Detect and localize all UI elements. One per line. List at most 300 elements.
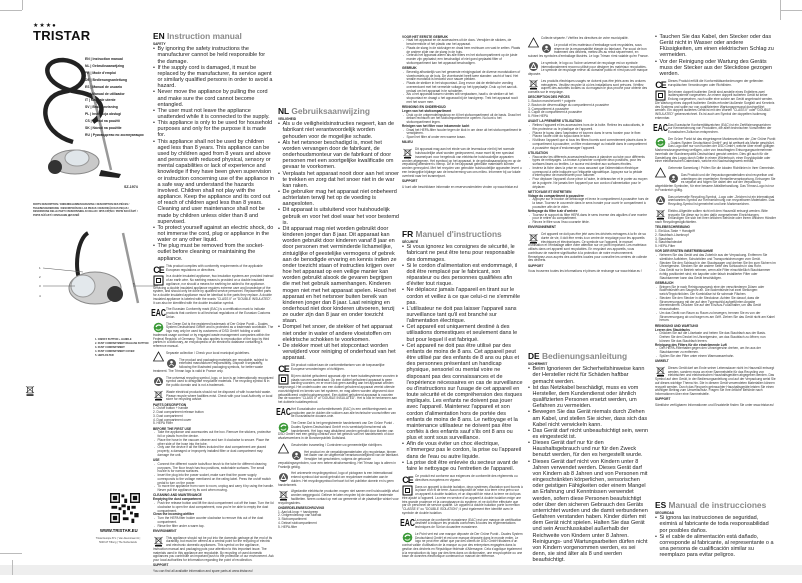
page-bottom-band [0, 565, 802, 575]
list-item: - Placez le tuyau dans l'aspirateur et tournez dans le sens horaire pour le fixer. Placez l'autre côté du tuyau dans le tube. [528, 132, 649, 140]
symbol-notice [655, 174, 776, 193]
instruction-list [528, 214, 649, 225]
list-item: - Take the appliance and accessories out the box. Remove the stickers, protective foil or plastic from the device. [153, 431, 274, 439]
subheading: SAFETY [153, 41, 166, 46]
green-dot-icon [655, 138, 666, 148]
list-item: • Afin de vous éviter un choc électrique, n'immergez pas le cordon, la prise ou l'appareil dans de l'eau ou autre liquide. [402, 441, 523, 459]
list-item: 1. Ein/Aus-Taste + Handgriff [655, 229, 695, 234]
subheading: SICHERHEIT [528, 361, 548, 366]
list-item: - Das Gerät nur in Betrieb nehmen, wenn alle Filter einschließlich Staubkammer richtig positioniert sind; ein kaputter oder falsch installierter Filter oder Staubkammer kann das Gerät beschädigen. [655, 269, 776, 280]
symbol-notice-text: Ce produit est conforme aux exigences de conformité des règlements ou directives européens en vigueur. [415, 474, 518, 482]
list-item: - Insérez la fiche dans la prise en vous assurant que l'alimentation électrique correspond à celle indiquée sur l'étiquette signalétique. Appuyez sur la pédale d'interrupteur de marche/arrêt pour l'allumer. [528, 167, 649, 178]
section-de [528, 351, 649, 563]
safety-instructions [402, 244, 523, 472]
parts-list [153, 407, 274, 426]
ce-mark-icon: CE [278, 364, 289, 375]
list-item: 1. On/off button + handle [153, 406, 189, 411]
subheading: UMWELT [655, 359, 669, 364]
list-item: - Als u het apparaat tussen ruimtes wilt verplaatsen, haalt u de stekker uit het stopcontact en draagt u het apparaat bij de handgreep. Trek het apparaat nooit met het snoer mee. [402, 93, 523, 104]
instruction-list [153, 463, 274, 493]
symbol-notice [528, 233, 649, 263]
symbol-notice [153, 391, 274, 402]
instruction-list [655, 254, 776, 280]
weee-bin-icon [153, 391, 164, 401]
list-item: - Appuyez sur le bouton de déblocage et levez le compartiment à poussière hors de la base. Tournez le couvercle dans le sens horaire pour ouvrir le compartiment à poussière afin de le vider. [528, 198, 649, 209]
instruction-list [402, 129, 523, 140]
symbol-notice-text: Gescheiden inzameling / Controleer uw gemeentelijke richtlijnen. [291, 442, 383, 447]
instruction-list [153, 517, 274, 528]
symbol-notice [402, 148, 523, 178]
list-item: • Als u de veiligheidsinstructies negeert, kan de fabrikant niet verantwoordelijk worden gehouden voor de mogelijke schade. [278, 121, 399, 139]
list-item: • If the supply cord is damaged, it must be replaced by the manufacturer, its service agent or similarly qualified persons in order to avoid a hazard. [153, 65, 274, 90]
subheading: BEFORE THE FIRST USE [153, 426, 192, 431]
language-item: CS | Návod na použití [85, 119, 120, 124]
sub-subheading: Legen van het stofcompartiment [402, 108, 452, 113]
symbol-notice [655, 196, 776, 207]
list-item: 4. Dust compartment cover [153, 417, 192, 422]
symbol-notice [278, 444, 399, 448]
symbol-notice [655, 124, 776, 135]
symbol-notice-text: Dit apparaat mag aan het einde van de levensduur niet bij het normale huishoudelijke afval worden gedeponeerd, maar moet bij een speciaal inzamelpunt voor hergebruik van elektrische huishoudelijke apparaten worden afgegeven. Het symbool op het apparaat, in de gebruiksaanwijzing en op de verpakking attendeert u hierop. De in het apparaat gebruikte materialen kunnen worden gerecycled. Met het recyclen van gebruikte huishoudelijke apparaten levert u een belangrijke bijdrage aan de bescherming van ons milieu. Informeer bij uw lokale overheid naar het inzamelpunt. [402, 147, 522, 178]
sub-subheading: Clean the incoming airfilter [153, 512, 195, 517]
symbol-notice-text: Collecte séparée / Vérifiez les directives de votre municipalité. [541, 36, 629, 40]
section-nl-continued [402, 34, 523, 189]
instruction-list [402, 39, 523, 65]
symbol-notice [278, 472, 399, 487]
subheading: NETTOYAGE ET ENTRETIEN [528, 189, 572, 194]
list-item: - Rinse the filter under a warm tap. [153, 525, 274, 529]
symbol-notice [153, 537, 274, 563]
list-item: 1. Bouton marche/arrêt + poignée [528, 99, 576, 104]
symbol-notice [278, 408, 399, 419]
instruction-list [528, 198, 649, 209]
cover-part-item: 4. DUST COMPARTMENT COVER [95, 350, 135, 353]
list-item: - Plaats de slang in de stofzuiger en draai hem rechtsom om vast te zetten. Plaats de andere zijde van de slang in de buis. [402, 47, 523, 55]
section-en [153, 31, 274, 574]
symbol-notice [528, 80, 649, 95]
subheading: MILIEU [402, 140, 413, 145]
brand-stars: ★★★● [33, 23, 57, 29]
language-item: PL | Instrukcja obsługi [85, 112, 122, 117]
ce-mark-icon: CE [655, 80, 666, 91]
list-item: • Si vous ignorez les consignes de sécurité, le fabricant ne peut être tenu pour responsable des dommages. [402, 244, 523, 262]
list-item: - Bevestig afhankelijk van het gewenste reinigingsdoel de diverse mondstukken of vloerborstels op de buis. De vloerborstel heeft twee standen: zacht of hard. Het smalle mondstuk is bedoeld voor nauwe plekken. [402, 71, 523, 82]
symbol-notice [153, 308, 274, 319]
subheading: REINIGING EN ONDERHOUD [402, 105, 446, 110]
weee-bin-icon [655, 210, 666, 220]
paragraph: You can find all available information and spare parts at www.tristar.eu! [153, 569, 253, 574]
list-item: • Als het netsnoer beschadigd is, moet het worden vervangen door de fabrikant, de onderhoudsmonteur van de fabrikant of door personen met een soortgelijke kwalificatie om gevaar te voorkomen. [278, 140, 399, 171]
section-fr-continued [528, 34, 649, 274]
symbol-notice [402, 486, 523, 516]
language-code: NL [278, 106, 290, 116]
vacuum-parts-diagram [33, 228, 141, 318]
symbol-notice-text: This product complies with conformity requirements of the applicable European regulations or directives. [166, 263, 263, 272]
manual-title: Bedienungsanleitung [541, 351, 628, 361]
manual-title: Instruction manual [166, 31, 242, 41]
cover-part-item: 3. DUST COMPARTMENT [95, 346, 125, 349]
subheading: VOR DER ERSTEN INBETRIEBNAHME [655, 249, 714, 254]
language-item: PT | Manual de utilizador [85, 91, 125, 96]
symbol-notice-text: Dit product voldoet aan de conformiteitseisen van de toepasselijke Europese verordeningen of richtlijnen. [291, 363, 385, 372]
list-item: - Drücken Sie auf die Lösetaste und heben Sie das Staubfach aus der Basis. Drehen Sie den Deckel im Uhrzeigersinn, um das Staubfach zu öffnen; nun können Sie das Staubfach leeren. [655, 332, 776, 343]
symbol-notice [153, 275, 274, 305]
list-item: 3. Staubfach [655, 236, 673, 241]
language-item: IT | Manuale utente [85, 98, 116, 103]
list-item: - Draai het HEPA-filter houder tegen de klok in om deze uit het stofcompartiment te verwijderen. [402, 129, 523, 137]
list-item: 2. Staubfach-Löseknopf [655, 232, 689, 237]
symbol-notice-text: Dans un appareil à double isolation, deux systèmes d'isolation sont fournis à la place d'un fil de terre. Aucun dispositif de mise à la terre n'est prévu sur un appareil à double isolation, et un dispositif de mise à la terre ne doit pas être ajouté à l'appareil. La mise en service d'un appareil à double isolation exige une très grande prudence et la connaissance du système, et ne doit être effectuée que par un personnel de service qualifié. Un appareil à double isolation porte la mention "CLASSE II" ou "DOUBLE ISOLATION"; il peut également être identifié avec le symbole de double isolation. [402, 484, 523, 515]
symbol-notice [402, 519, 523, 530]
double-insulation-icon [655, 91, 666, 101]
list-item: 3. Stofcompartiment [278, 517, 307, 522]
sub-subheading: Leeren des Staubfachs [655, 327, 690, 332]
list-item: • Never move the appliance by pulling the cord and make sure the cord cannot become entangled. [153, 89, 274, 107]
manual-title: Gebruiksaanwijzing [291, 106, 370, 116]
list-item: • Dieses Gerät darf nicht von Kindern unter 8 Jahren verwendet werden. Dieses Gerät darf von Kindern ab 8 Jahren und von Personen mit eingeschränkten körperlichen, sensorischen oder geistigen Fähigkeiten oder einem Mangel an Erfahrung und Kenntnissen verwendet werden, sofern diese Personen beaufsichtigt oder über den sicheren Gebrauch des Geräts unterrichtet wurden und die damit verbundenen Gefahren verstanden haben. Kinder dürfen mit dem Gerät nicht spielen. Halten Sie das Gerät und sein Anschlusskabel außerhalb der Reichweite von Kindern unter 8 Jahren. Reinigungs- und Wartungsarbeiten dürfen nicht von Kindern vorgenommen werden, es sei denn, sie sind älter als 8 und werden beaufsichtigt. [528, 459, 649, 564]
weee-bin-icon [26, 385, 34, 396]
subheading: TEILEBESCHREIBUNG [655, 225, 690, 230]
ce-mark-icon: CE [153, 264, 164, 275]
website-link[interactable]: WWW.TRISTAR.EU [100, 528, 138, 533]
instruction-list [528, 156, 649, 190]
green-dot-icon [402, 533, 413, 543]
list-item: • Dit apparaat mag niet worden gebruikt door kinderen jonger dan 8 jaar. Dit apparaat kan worden gebruikt door kinderen vanaf 8 jaar en door personen met verminderde lichamelijke, zintuiglijke of geestelijke vermogens of gebrek aan de benodigde ervaring en kennis indien ze onder toezicht staan of instructies krijgen over hoe het apparaat op een veilige manier kan worden gebruikt alsook de gevaren begrijpen die met het gebruik samenhangen. Kinderen mogen niet met het apparaat spelen. Houd het apparaat en het netsnoer buiten bereik van kinderen jonger dan 8 jaar. Laat reiniging en onderhoud niet door kinderen uitvoeren, tenzij ze ouder zijn dan 8 jaar en onder toezicht staan. [278, 226, 399, 325]
list-item: - Only use the device if all the filters included the dust compartment are placed properly; a damaged or improperly installed filter or dust compartment may damage the unit. [153, 446, 274, 457]
list-item: - Spoel het filter af onder een warme kraan. [402, 136, 523, 140]
list-item: • Ist das Netzkabel beschädigt, muss es vom Hersteller, dem Kundendienst oder ähnlich qualifizierten Personen ersetzt werden, um Gefahren zu vermeiden. [528, 385, 649, 410]
list-item: • This appliance shall not be used by children aged less than 8 years. This appliance can be used by children aged from 8 years and above and persons with reduced physical, sensory or mental capabilities or lack of experience and knowledge if they have been given supervision or instruction concerning use of the appliance in a safe way and understand the hazards involved. Children shall not play with the appliance. Keep the appliance and its cord out of reach of children aged less than 8 years. Cleaning and user maintenance shall not be made by children unless older than 8 and supervised. [153, 139, 274, 225]
double-insulation-icon [278, 375, 289, 385]
list-item: - Druk op de ontgrendelingsknop en til het stofcompartiment uit de basis. Draai het deksel rechtsom om het stofcompartiment te openen. Nu kunt u het stofcompartiment legen. [402, 114, 523, 125]
manual-title: Manual de instrucciones [668, 500, 767, 510]
list-item: 2. Dust compartment release button [153, 410, 204, 415]
subheading: AVANT LA PREMIÈRE UTILISATION [528, 119, 582, 124]
crop-mark [0, 553, 22, 554]
section-title [528, 351, 649, 361]
list-item: • Si ignora las instrucciones de seguridad, eximirá al fabricante de toda responsabilidad por posibles daños. [655, 515, 776, 533]
list-item: 4. Deksel stofcompartiment [278, 520, 317, 525]
list-item: 2. Ontgrendelknop van stofvak [278, 513, 322, 518]
language-item: ES | Manual de usuario [85, 84, 123, 89]
instruction-list [655, 332, 776, 343]
safety-instructions [528, 366, 649, 563]
list-item: 1. Aan/uit-knop + handgreep [278, 509, 319, 514]
list-item: - Plaats de stekker in het stopcontact. Zorg ervoor dat de elektrische voeding overeenkomt met het vermelde voltage op het typeplaatje. Druk op het aan/uit-pedaal om het apparaat in te schakelen. [402, 82, 523, 93]
callout-3: 3 [39, 284, 41, 288]
symbol-notice-text: Le produit et les matériaux d'emballage sont recyclables, sous réserve de la responsabilité élargie du fabricant. Par souci de bon traitement des déchets, mettez-les au rebut séparément, en suivant les symboles d'emballage illustrés. Le logo Triman n'est valable qu'en France. [528, 42, 649, 58]
parts-list [655, 230, 776, 249]
list-item: • Dieses Gerät darf nur für den Haushaltsgebrauch und nur für den Zweck benutzt werden, für den es hergestellt wurde. [528, 440, 649, 458]
list-item: - Haal het apparaat en de accessoires uit de doos. Verwijder de stickers, de beschermfolie of het plastic van het apparaat. [402, 39, 523, 47]
triman-icon [291, 451, 302, 461]
section-es [655, 500, 776, 558]
symbol-notice [153, 359, 274, 374]
list-item: • To protect yourself against an electric shock, do not immerse the cord, plug or appliance in the water or any other liquid. [153, 225, 274, 243]
symbol-notice [153, 352, 274, 356]
eac-mark-icon: EAC [151, 307, 166, 319]
subheading: CLEANING AND MAINTENANCE [153, 493, 202, 498]
list-item: • Das Gerät darf nicht unbeaufsichtigt sein, wenn es eingesteckt ist. [528, 428, 649, 440]
callout-4: 4 [39, 294, 41, 298]
symbol-notice-text: Cet appareil ne doit pas être jeté avec les déchets ménagers à la fin de sa durée de vie, il doit être remis à un centre de recyclage pour les appareils électriques et électroniques. Ce symbole sur l'appareil, le manuel d'utilisation et l'emballage attire votre attention sur ce point important. Les matériaux utilisés dans cet appareil sont recyclables. En recyclant vos appareils, vous contribuez de manière significative à la protection de notre environnement. Renseignez-vous auprès des autorités locales pour connaître les centres de collecte des déchets. [528, 232, 648, 263]
symbol-notice-text: Het universele recyclingsymbool, logo of pictogram is een internationaal erkend symbool dat wordt gebruikt om recyclebare materialen aan te duiden. Het recyclingsymbool behoort tot het publieke domein en is geen handelsmerk. [278, 471, 394, 487]
crop-mark [12, 560, 13, 575]
subheading: DESCRIPTION DES PIÈCES [528, 95, 570, 100]
symbol-notice-text: Les produits électriques usagés ne doivent pas être jetés avec les ordures ménagères. Veuillez recycler là où les installations sont prévues. Vérifiez auprès des autorités locales ou du magasin le plus proche pour obtenir des conseils sur le recyclage. [528, 78, 648, 94]
paragraph: Vous trouverez toutes les informations et pièces de rechange sur www.tristar.eu ! [528, 269, 643, 274]
section-title [402, 229, 523, 239]
list-item: 3. Compartiment à poussière [528, 106, 569, 111]
cover-part-item: 2. DUST COMPARTMENT RELEASE BUTTON [95, 342, 149, 345]
symbol-notice-text: Dieses Gerät darf am Ende seiner Lebensdauer nicht im Hausmüll entsorgt werden, sondern muss an einer Sammelstelle für das Recycling von elektrischen und elektronischen Haushaltsgeräten abgegeben werden. Das Symbol auf dem Gerät, in der Bedienungsanleitung und auf der Verpackung weist Sie auf dieses wichtige Thema hin. Die in diesem Gerät verwendeten Materialien können recycelt werden. Durch das Recyceln gebrauchter Haushaltsgeräte leisten Sie einen wichtigen Beitrag zum Umweltschutz. Fragen Sie Ihre örtliche Behörde nach Informationen über eine Sammelstelle. [655, 365, 776, 397]
symbol-notice-text: Der Grüne Punkt ist das eingetragene Markenzeichen der „Der Grüne Punkt – Duales System Deutschland GmbH“ und ist weltweit als Marke geschützt. Das Logo darf nur von Kunden der DSD GmbH, welche über einen gültigen Markennutzungsvertrag verfügen, oder von beauftragten Entsorgungsunternehmen innerhalb der Bundesrepublik Deutschland genutzt werden. Dies gilt auch für die Darstellung des Logos durch Dritte in einem Wörterbuch, einer Enzyklopädie oder einer elektronischen Datenbank, welche ein Nachschlagewerk enthält. [655, 136, 776, 164]
symbol-notice-text: Le Point vert est une marque déposée de Der Grüne Punkt - Duales System Deutschland GmbH et est une marque déposée dans le monde entier. Le logo ne peut être utilisé que par des clients de DSD GmbH titulaires d'un contrat valide d'utilisation de la marque ou par des entreprises engagées dans la gestion des déchets en République fédérale d'Allemagne. Cela s'applique également à la reproduction du logo par des tiers dans un dictionnaire, une encyclopédie ou une base de données électronique contenant un manuel de référence. [402, 531, 523, 559]
sub-subheading: Vidage du compartiment à poussière [528, 193, 584, 198]
list-item: • Ne déplacez jamais l'appareil en tirant sur le cordon et veillez à ce que celui-ci ne s'emmêle pas. [402, 287, 523, 305]
list-item: - Push the release button and lift the dust compartment out off the base. Turn the lid clockwise to open the dust compartment, now you're be able to empty the dust compartment. [153, 502, 274, 513]
symbol-notice [528, 62, 649, 77]
section-nl [278, 106, 399, 529]
subheading: GEBRAUCH [655, 280, 674, 285]
list-item: - Bringen Sie je nach Reinigungszweck eine der verschiedenen Düsen oder Bodenbürsten am Saugrohr an. Die Bodenbürste hat zwei Stellungen: weich/Teppichböden. Die Kombidüse ist für schmale Flächen. [655, 286, 776, 297]
list-item: • By ignoring the safety instructions the manufacturer cannot be held responsible for the damage. [153, 46, 274, 64]
symbol-notice [153, 323, 274, 349]
brand-logo: TRISTAR [33, 28, 91, 43]
symbol-notice [278, 422, 399, 441]
symbol-notice-text: Separate collection / Check your local municipal guidelines. [166, 350, 250, 355]
list-item: - Stecken Sie den Schlauch in den Staubsauger und drehen Sie ihn zum Sichern im Uhrzeigersinn. Stecken Sie die andere Seite des Schlauchs in das Rohr. [655, 262, 776, 270]
section-de-continued [655, 34, 776, 408]
list-item: 5. HEPA-Filter [655, 244, 676, 249]
list-item: • Si le cordon d'alimentation est endommagé, il doit être remplacé par le fabricant, son réparateur ou des personnes qualifiées afin d'éviter tout risque. [402, 263, 523, 288]
symbol-notice-text: The Eurasian Conformity mark (EAC) is a certification mark to indicate products that conform to all technical regulations of the Eurasian Customs Union. [166, 307, 271, 319]
subheading: ENVIRONNEMENT [528, 225, 556, 230]
triman-icon [668, 174, 679, 184]
subheading: GEBRUIK [402, 66, 417, 71]
recycle-symbol-icon [153, 377, 164, 387]
callout-2: 2 [39, 275, 41, 279]
list-item: - Rincez le filtre sous l'eau courante tiède. [528, 221, 649, 225]
list-item: • Si el cable de alimentación está dañado, corresponde al fabricante, al representante o a una persona de cualificación similar su reemplazo para evitar peligros. [655, 534, 776, 559]
symbol-notice-text: Het product en de verpakkingsmaterialen zijn recyclebaar, binnen het kader van de uitgebreide verantwoordelijkheid van de fabrikant. Verwijder het gescheiden, volgens de getoonde verpakkingssymbolen, voor een betere afvalverwerking. Het Triman logo is alleen in Frankrijk geldig. [278, 449, 399, 469]
recycle-symbol-icon [528, 62, 539, 72]
cover-parts-list [95, 338, 149, 358]
symbol-notice [153, 377, 274, 388]
safety-instructions [655, 515, 776, 558]
weee-bin-icon [278, 490, 289, 500]
subheading: SÉCURITÉ [402, 239, 419, 244]
sub-subheading: Reinigung des Filters für die einströmende Luft [655, 342, 727, 347]
list-item: • Cet appareil ne doit pas être utilisé par des enfants de moins de 8 ans. Cet appareil peut être utilisé par des enfants de 8 ans ou plus et des personnes présentant un handicap physique, sensoriel ou mental voire ne disposant pas des connaissances et de l'expérience nécessaires en cas de surveillance ou d'instructions sur l'usage de cet appareil en toute sécurité et de compréhension des risques impliqués. Les enfants ne doivent pas jouer avec l'appareil. Maintenez l'appareil et son cordon d'alimentation hors de portée des enfants de moins de 8 ans. Le nettoyage et la maintenance utilisateur ne doivent pas être confiés à des enfants sauf s'ils ont 8 ans ou plus et sont sous surveillance. [402, 343, 523, 442]
list-item: • The plug must be removed from the socket-outlet before cleaning or maintaining the appliance. [153, 243, 274, 261]
list-item: 5. HEPA Filter [153, 421, 173, 426]
subheading: PARTS DESCRIPTION [153, 402, 187, 407]
cover-part-item: 1. ON/OFF BUTTON + HANDLE [95, 338, 132, 341]
instruction-list [655, 286, 776, 324]
symbol-notice-text: Waste electrical products should not be disposed of with household waste. Please recycle where facilities exist. Check with your local Authority or local store for recycling advice. [166, 389, 273, 402]
symbol-notice [655, 79, 776, 91]
symbol-notice-text: The Green Dot is het geregistreerde handelsmerk van Der Grüne Punkt - Duales System Deutschland GmbH en is wereldwijd beschermd als handelsmerk. Het logo mag uitsluitend worden gebruikt door klanten van DSD GmbH met een geldig contract voor het gebruik van het handelsmerk of door afvalverwerkers in de Bondsrepubliek Duitsland. [278, 421, 394, 441]
symbol-notice [655, 210, 776, 225]
subheading: SEGURIDAD [655, 510, 675, 515]
subheading: ONDERDELENBESCHRIJVING [278, 505, 325, 510]
list-item: - To move the appliance from room to room, unplug and carry it by using the handle. Never pull the appliance by its cord when moving. [153, 485, 274, 493]
instruction-list [528, 124, 649, 150]
recycling-triangle-icon [528, 37, 539, 47]
language-code: ES [655, 500, 667, 510]
instruction-list [402, 71, 523, 105]
qr-code[interactable] [110, 493, 140, 523]
crop-mark [780, 10, 802, 11]
language-item: NL | Gebruiksaanwijzing [85, 63, 125, 68]
symbol-notice-text: Das universelle Recycling-Symbol, -Logo oder -Zeichen ist ein international anerkanntes Symbol zur Kennzeichnung von recycelbaren Materialien. Das Recycling-Symbol ist gemeinfrei und kein Markenzeichen. [668, 194, 775, 207]
list-item: 4. Capot de compartiment à poussière [528, 110, 583, 115]
safety-instructions [655, 34, 776, 77]
symbol-notice-text: The product and packaging materials are recyclable, subject to extended manufacturer responsibility. Dispose it separately, following the illustrated packaging symbols, for better waste treatment. The Triman logo is valid in France only. [153, 357, 268, 373]
symbol-notice-text: Das Eurasische Konformitätszeichen (EAC) ist ein Zertifizierungszeichen zur Kennzeichnung von Produkten, die allen technischen Vorschriften der Eurasischen Zollunion entsprechen. [668, 122, 772, 135]
callout-1: 1 [39, 266, 41, 270]
symbol-notice [278, 363, 399, 375]
list-item: • De stekker moet uit het stopcontact worden verwijderd voor reiniging of onderhoud van het apparaat. [278, 343, 399, 361]
language-code: EN [153, 31, 165, 41]
paragraph: U kunt alle beschikbare informatie en reserveonderdelen vinden op www.tristar.eu! [402, 184, 519, 189]
symbol-notice [655, 91, 776, 121]
symbol-notice-text: Elektro-Altgeräte sollten nicht mit dem Hausmüll entsorgt werden. Bitte recyceln Sie diese nur in den dafür vorgesehenen Einrichtungen. Erkundigen Sie sich bei Ihrer örtlichen Behörde oder Ihrem örtlichen Händler nach Recyclingmöglichkeiten. [655, 208, 776, 225]
recycle-symbol-icon [278, 472, 289, 482]
list-item: • De gebruiker mag het apparaat niet onbeheerd achterlaten terwijl het op de voeding is aangesloten. [278, 189, 399, 207]
list-item: 5. HEPA-filter [278, 524, 298, 529]
parts-list [528, 100, 649, 119]
list-item: 4. Staubfachdeckel [655, 240, 683, 245]
language-code: FR [402, 229, 414, 239]
list-item: - Nehmen Sie das Gerät und das Zubehör aus der Verpackung. Entfernen Sie sämtliche Aufkleber, Schutzfolien und Transportsicherungen vom Gerät. [655, 254, 776, 262]
parts-description-header: PARTS DESCRIPTION / ONDERDELENBESCHRIJVING / DESCRIPTION DES PIÈCES / TEILEBESCHREIBUNG / DESCRIPCIÓN DE LAS PIEZAS / DESCRIÇÃO DAS PEÇAS / DESCRIZIONE DELLE PARTI / BESKRIVNING AV DELAR / OPIS CZĘŚCI / POPIS SOUČÁSTÍ / POPIS SÚČASTÍ / ОПИСАНИЕ ДЕТАЛЕЙ [33, 203, 138, 217]
green-dot-icon [153, 323, 164, 333]
list-item: • L'utilisateur ne doit pas laisser l'appareil sans surveillance tant qu'il est branché sur l'alimentation électrique. [402, 306, 523, 324]
language-item: DE | Bedienungsanleitung [85, 77, 128, 82]
subheading: REINIGUNG UND WARTUNG [655, 323, 699, 328]
cover-part-item: 5. HEPA FILTER [95, 354, 114, 357]
language-list [85, 56, 144, 139]
sub-subheading: Reinigen van het filter voor inkomende lucht [402, 123, 470, 128]
list-item: • Dompel het snoer, de stekker of het apparaat niet onder in water of andere vloeistoffen om elektrische schokken te voorkomen. [278, 324, 399, 342]
eac-mark-icon: EAC [653, 123, 668, 135]
list-item: - Spülen Sie den Filter unter einem Warmwasserhahn. [655, 355, 776, 359]
double-insulation-icon [153, 275, 164, 285]
weee-bin-icon [655, 367, 666, 377]
recycling-triangle-icon [278, 444, 289, 454]
list-item: 3. Dust compartment [153, 413, 183, 418]
symbol-notice [528, 44, 649, 59]
symbol-notice-text: Afgedankte elektrische producten mogen niet samen met huishoudelijk afval worden weggegooid. Gelieve te laten recyclen bij de daarvoor bestemde faciliteiten. Neem contact op met uw gemeente of de plaatselijke winkel voor recyclingadvies. [278, 489, 399, 505]
instruction-list [153, 502, 274, 513]
safety-instructions [153, 46, 274, 261]
symbol-notice [278, 490, 399, 505]
list-item: - Den HEPA-Filterhalter gegen den Uhrzeigersinn drehen, um ihn aus der Staubkammer zu entfernen. [655, 347, 776, 355]
list-item: - Place the hose in the vacuum cleaner and turn it clockwise to secure. Place the other side of the hose into the tube. [153, 439, 274, 447]
recycle-symbol-icon [655, 196, 666, 206]
list-item: - Pour déplacer l'appareil d'une pièce à l'autre, le débrancher et le porter au moyen de la poignée. Ne jamais tirer l'appareil par son cordon d'alimentation pour le déplacer. [528, 178, 649, 189]
symbol-notice [278, 375, 399, 405]
subheading: USE [153, 458, 160, 463]
symbol-notice-text: Le symbole, le logo ou l'icône universel de recyclage est un symbole internationalement reconnu utilisé pour désigner les matériaux recyclables. Le symbole de recyclage relève du domaine public et n'est pas une marque déposée. [528, 60, 648, 76]
subheading: VOOR HET EERSTE GEBRUIK [402, 34, 448, 39]
list-item: • The user must not leave the appliance unattended while it is connected to the supply. [153, 108, 274, 120]
language-item: RU | Руководство по эксплуатации [85, 132, 144, 137]
section-title [153, 31, 274, 41]
subheading: VEILIGHEID [278, 116, 297, 121]
list-item: - Connect the different nozzle tools/floor brush to the tube for different cleaning purposes. The floor brush has two positions, switchable surfaces. The small nozzle is for narrow surfaces. [153, 463, 274, 474]
symbol-notice [655, 138, 776, 164]
list-item: - Tournez le support du filtre HEPA dans le sens inverse des aiguilles d'une montre pour le retirer du compartiment. [528, 214, 649, 222]
crop-mark [0, 10, 22, 11]
weee-bin-icon [528, 233, 539, 243]
list-item: - Turn the HEPA filter holder counter clockwise to remove this out of the dust compartment. [153, 517, 274, 525]
symbol-notice-text: Dieses Produkt erfüllt die Konformitätsanforderungen der geltenden europäischen Verordnungen oder Richtlinien. [668, 79, 764, 87]
instruction-list [655, 347, 776, 358]
symbol-notice-text: Bij een dubbel geïsoleerd apparaat zijn er twee isolatiesystemen voorzien in plaats van een aardedraad. Op een dubbel geïsoleerd apparaat is geen aarding voorzien, en er moet ook geen aarding aan het apparaat worden toegevoegd. Het onderhouden van een dubbel geïsoleerd apparaat vereist uiterste voorzichtigheid en kennis van het systeem, en mag alleen worden uitgevoerd door gekwalificeerd onderhoudspersoneel. Een dubbel geïsoleerd apparaat is voorzien van de woorden "CLASS II" of "DOUBLE INSULATED". Het is ook te herkennen aan het dubbele isolatiesymbool. [278, 373, 399, 405]
symbol-notice [528, 37, 649, 41]
symbol-notice-text: Getrennte Sammlung / Prüfen Sie die lokalen Richtlinien in Ihrer Gemeinde. [668, 166, 775, 171]
company-address: Tristar Europe B.V. | Van Akenstraat 41 | 5048 AT Tilburg | The Netherlands [95, 537, 141, 544]
symbol-notice [153, 265, 274, 273]
symbol-notice [402, 533, 523, 559]
subheading: SUPPORT [655, 397, 671, 402]
symbol-notice-text: This appliance should not be put into the domestic garbage at the end of its durability, but must be offered at a central point for the recycling of electric and electronic domestic appliances. This symbol on the appliance, instruction manual and packaging puts your attention to this important issue. The materials used in this appliance are recyclable. By recycling of used domestic appliances you contribute an important push to the protection of our environment. Ask your local authorities for information regarding the point of recollection. [153, 535, 274, 563]
subheading: ENVIRONMENT [153, 528, 177, 533]
list-item: - Retirez l'appareil et les accessoires hors de la boîte. Retirez les autocollants, le film protecteur ou le plastique de l'appareil. [528, 124, 649, 132]
parts-list [278, 511, 399, 530]
weee-bin-icon [528, 80, 539, 90]
list-item: - Raccordez les différents accessoires/brosses à plancher au tube pour différents types de nettoyages. La brosse à plancher comporte deux positions, pour les surfaces lisses ou textiles. Le suceur est destiné aux surfaces étroites. [528, 156, 649, 167]
list-item: • Beim Ignorieren der Sicherheitshinweise kann der Hersteller nicht für Schäden haftbar gemacht werden. [528, 366, 649, 384]
language-item: SV | Bruksanvisning [85, 105, 118, 110]
language-item: FR | Mode d'emploi [85, 70, 116, 75]
weee-bin-icon [402, 148, 413, 158]
symbol-notice-text: Bei einem doppelt isolierten Gerät sind anstelle eines Erdleiters zwei Isoliersysteme vorgesehen. An einem doppelt isolierten Gerät ist keine Erdung vorgesehen, noch sollte eine solche am Gerät angebracht werden. Die Wartung eines doppelt isolierten Geräts erfordert äußerste Sorgfalt und Kenntnis des Systems und sollte nur von qualifiziertem Wartungspersonal durchgeführt werden. Ein doppelt isoliertes Gerät ist mit den Worten "CLASS II" oder "DOUBLE INSULATED" gekennzeichnet. Es ist auch am Symbol der doppelten Isolierung erkennbar. [655, 89, 775, 120]
list-item: - Stecken Sie den Stecker in die Steckdose. Achten Sie darauf, dass die Stromversorgung mit der auf dem Typenschild aufgeführten Angabe übereinstimmt. Drücken Sie auf den Ein/Aus-Fußschalter, um das Gerät einzuschalten. [655, 297, 776, 312]
crop-mark [22, 0, 23, 10]
sub-subheading: Nettoyage du filtre à air d'arrivée [528, 208, 578, 213]
recycling-triangle-icon [153, 352, 164, 362]
list-item: - Um das Gerät von Raum zu Raum zu bewegen, trennen Sie es von der Stromversorgung ab und tragen es am Griff. Ziehen Sie das Gerät nicht am Kabel herum. [655, 312, 776, 323]
list-item: • Vor der Reinigung oder Wartung des Geräts muss der Stecker aus der Steckdose gezogen werden. [655, 59, 776, 77]
eac-mark-icon: EAC [276, 407, 291, 419]
list-item: - N'utilisez l'appareil que si tous les filtres fournis sont correctement placés dans le compartiment à poussière; un filtre endommagé ou installé dans le compartiment à poussière risque d'endommager l'appareil. [528, 139, 649, 150]
instruction-list [153, 431, 274, 457]
language-code: DE [528, 351, 540, 361]
symbol-notice-text: La marque de conformité eurasienne (EAC) est une marque de certification destinée à indiquer les produits conformes à toutes les réglementations techniques de l'Union douanière eurasienne. [415, 517, 522, 530]
symbol-notice [278, 451, 399, 470]
paragraph: Sämtliche verfügbaren Informationen und Ersatzteile finden Sie unter www.tristar.eu! [655, 403, 775, 408]
triman-icon [166, 359, 177, 369]
sub-subheading: Emptying the dust compartment [153, 497, 202, 502]
symbol-notice [655, 167, 776, 171]
callout-5: 5 [133, 282, 135, 286]
language-item: SK | Návod na použitie [85, 126, 122, 131]
eac-mark-icon: EAC [400, 518, 415, 530]
list-item: • Bewegen Sie das Gerät niemals durch Ziehen am Kabel, und stellen Sie sicher, dass sich das Kabel nicht verwickeln kann. [528, 409, 649, 427]
symbol-notice-text: In a double insulated appliance, two insulation systems are provided instead of an earth wire. No earthing means is provided on a double insulated appliance, nor should a means for earthing be added to the appliance. Servicing a double insulated appliance requires extreme care and knowledge of the system, and should only be done by qualified service personnel. Replacement parts for a double insulated appliance must be identical to the parts they replace. A double insulated appliance is labeled with the words "CLASS II" or "DOUBLE INSULATED". It can also be identified with the double insulation symbol. [153, 274, 274, 305]
list-item: 2. Bouton de déverrouillage du compartiment à poussière [528, 102, 609, 107]
recycling-triangle-icon [655, 167, 666, 177]
subheading: SUPPORT [528, 263, 544, 268]
double-insulation-icon [402, 486, 413, 496]
symbol-notice-text: Das Produkt und die Verpackungsmaterialien sind recycelbar und unterliegen der erweiterten Herstellerverantwortung. Entsorgen Sie es separat und folgen Sie dabei den auf der Verpackung abgebildeten Symbolen, für eine bessere Abfallbehandlung. Das Triman-Logo ist nur in Frankreich gültig. [655, 172, 776, 192]
list-item: 5. Filtre HEPA [528, 114, 548, 119]
language-item: EN | Instruction manual [85, 57, 123, 61]
